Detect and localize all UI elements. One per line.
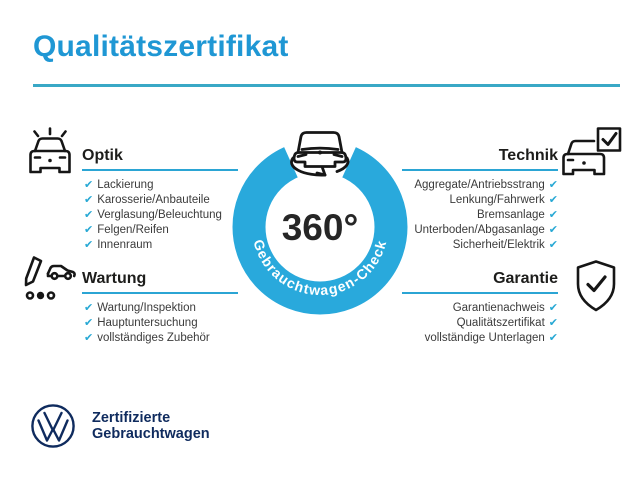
list-item-label: vollständige Unterlagen <box>424 331 545 344</box>
list-item-label: Sicherheit/Elektrik <box>452 238 545 251</box>
list-item <box>402 193 558 208</box>
check-icon: ✔ <box>548 179 558 192</box>
list-item-label: Lenkung/Fahrwerk <box>449 194 545 207</box>
section-title: Garantie <box>493 270 558 287</box>
section-wartung <box>82 270 238 346</box>
section-title: Wartung <box>82 270 147 287</box>
list-item-label: Qualitätszertifikat <box>456 317 545 330</box>
list-item <box>84 316 238 331</box>
section-rule <box>82 292 238 294</box>
list-item-label: Aggregate/Antriebsstrang <box>414 179 545 192</box>
check-icon: ✔ <box>548 194 558 207</box>
list-item <box>84 208 238 223</box>
section-garantie <box>402 270 558 346</box>
car-checkbox-icon <box>560 126 624 189</box>
section-title: Optik <box>82 147 123 164</box>
degrees-label: 360° <box>281 207 359 248</box>
section-rule <box>402 292 558 294</box>
checklist <box>402 178 558 252</box>
check-icon: ✔ <box>84 208 94 221</box>
check-icon: ✔ <box>548 208 558 221</box>
section-technik <box>402 147 558 252</box>
title-rule <box>33 84 620 87</box>
check-icon: ✔ <box>84 302 94 315</box>
list-item-label: Felgen/Reifen <box>97 223 169 236</box>
section-title: Technik <box>498 147 558 164</box>
list-item-label: Unterboden/Abgasanlage <box>414 223 545 236</box>
list-item <box>402 223 558 238</box>
section-rule <box>82 169 238 171</box>
car-360-rotation-icon <box>278 124 362 188</box>
list-item <box>84 301 238 316</box>
list-item <box>402 178 558 193</box>
car-shine-icon <box>21 126 79 189</box>
list-item <box>402 208 558 223</box>
vw-logo <box>30 403 76 449</box>
check-icon: ✔ <box>84 331 94 344</box>
footer-claim-line1: Zertifizierte <box>92 410 171 426</box>
list-item-label: Verglasung/Beleuchtung <box>97 208 222 221</box>
list-item-label: Bremsanlage <box>477 208 545 221</box>
check-icon: ✔ <box>84 194 94 207</box>
checklist <box>82 301 238 345</box>
list-item-label: Wartung/Inspektion <box>97 302 196 315</box>
section-rule <box>402 169 558 171</box>
ring-label: Gebrauchtwagen-Check <box>250 237 390 299</box>
footer-claim-line2: Gebrauchtwagen <box>92 426 210 442</box>
shield-check-icon <box>570 258 622 321</box>
page-title: Qualitätszertifikat <box>33 30 289 63</box>
check-icon: ✔ <box>84 238 94 251</box>
list-item <box>84 238 238 253</box>
list-item <box>84 331 238 346</box>
list-item <box>84 178 238 193</box>
check-icon: ✔ <box>84 317 94 330</box>
check-icon: ✔ <box>548 223 558 236</box>
check-icon: ✔ <box>548 317 558 330</box>
list-item-label: Hauptuntersuchung <box>97 317 198 330</box>
list-item <box>402 316 558 331</box>
check-icon: ✔ <box>84 179 94 192</box>
check-icon: ✔ <box>548 331 558 344</box>
list-item-label: Lackierung <box>97 179 154 192</box>
list-item <box>84 223 238 238</box>
list-item <box>402 331 558 346</box>
list-item-label: Karosserie/Anbauteile <box>97 194 210 207</box>
check-icon: ✔ <box>548 238 558 251</box>
list-item-label: vollständiges Zubehör <box>97 331 210 344</box>
check-icon: ✔ <box>84 223 94 236</box>
section-optik <box>82 147 238 252</box>
list-item-label: Innenraum <box>97 238 153 251</box>
checklist <box>82 178 238 252</box>
footer-claim <box>92 410 210 442</box>
list-item <box>84 193 238 208</box>
list-item-label: Garantienachweis <box>452 302 545 315</box>
list-item <box>402 238 558 253</box>
service-checklist-icon <box>21 254 79 317</box>
checklist <box>402 301 558 345</box>
list-item <box>402 301 558 316</box>
footer-brand <box>30 403 210 449</box>
check-icon: ✔ <box>548 302 558 315</box>
